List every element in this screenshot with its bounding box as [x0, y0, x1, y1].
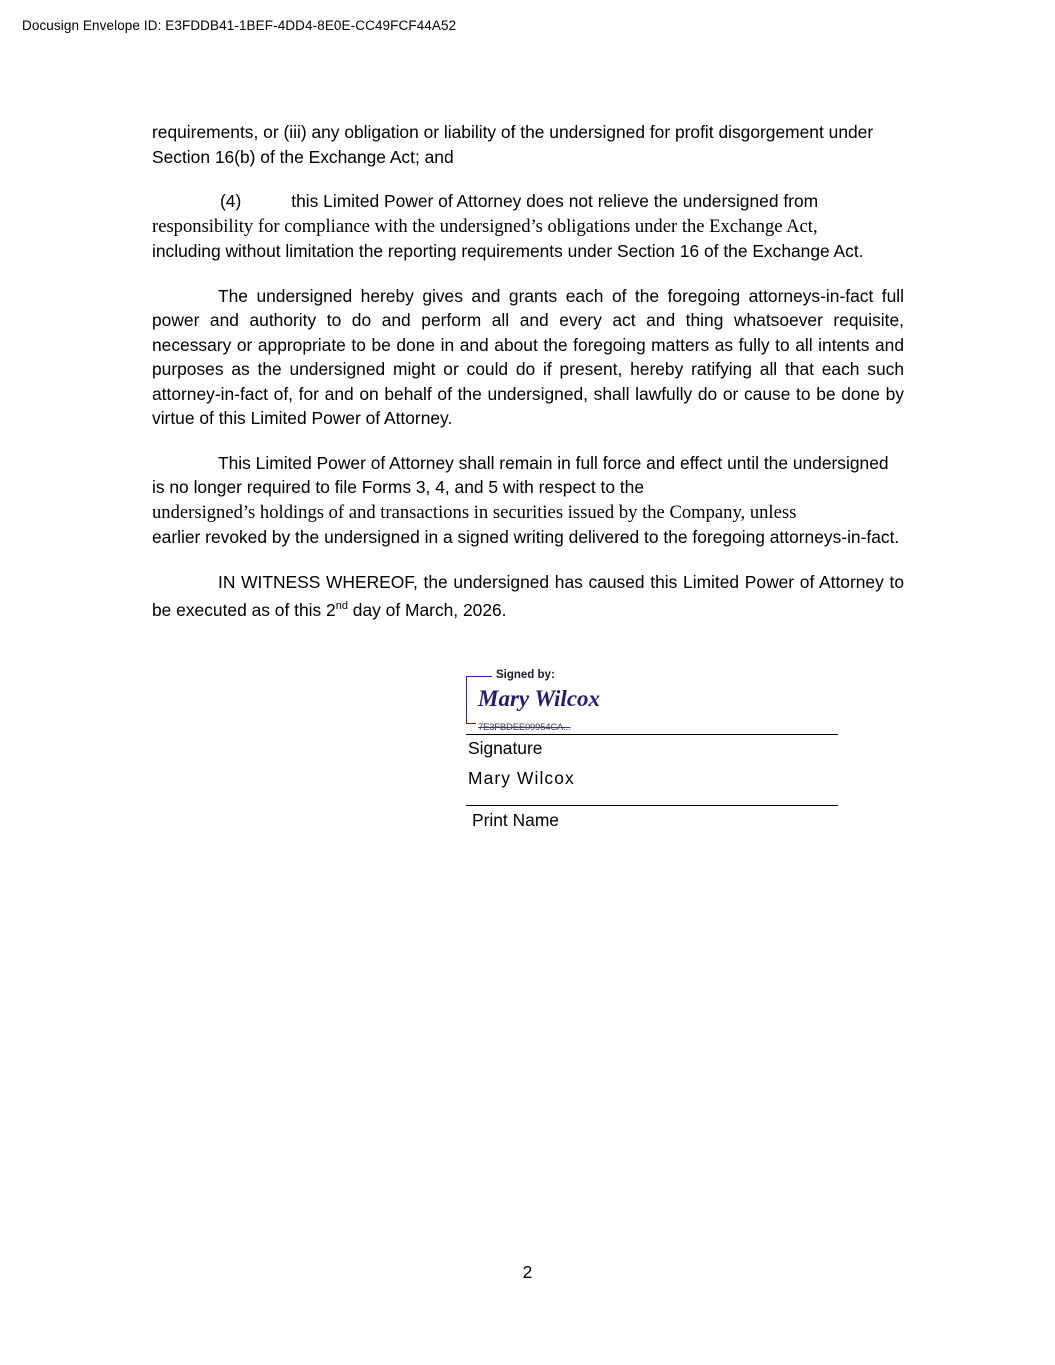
- duration-line-3: earlier revoked by the undersigned in a signed writing delivered to the foregoing attorneys-in-fact.: [152, 527, 900, 547]
- print-name-caption: Print Name: [472, 810, 559, 830]
- witness-text: IN WITNESS WHEREOF, the undersigned has caused this Limited Power of Attorney to be executed as of this 2: [152, 571, 904, 620]
- signature-bracket-icon: [466, 676, 476, 724]
- docusign-signature-stamp[interactable]: [466, 669, 846, 734]
- duration-line-1: This Limited Power of Attorney shall remain in full force and effect until the undersigned is no longer required to file Forms 3, 4, and 5 with respect to the: [152, 452, 889, 497]
- clause-4-line-1: this Limited Power of Attorney does not relieve the undersigned from: [291, 191, 819, 211]
- duration-line-2: undersigned’s holdings of and transactions in securities issued by the Company, unless: [152, 501, 797, 523]
- paragraph-grant-text: The undersigned hereby gives and grants each of the foregoing attorneys-in-fact full power and authority to do and perform all and every act and thing whatsoever requisite, necessary or appropriate to be done in and about the foregoing matters as fully to all intents and purposes as the undersigned might or could do if present, hereby ratifying all that each such attorney-in-fact of, for and on behalf of the undersigned, shall lawfully do or cause to be done by virtue of this Limited Power of Attorney.: [152, 285, 904, 428]
- paragraph-duration: [152, 451, 904, 550]
- paragraph-clause-4: [152, 189, 904, 264]
- document-body: [152, 120, 904, 642]
- ordinal-suffix: nd: [335, 600, 348, 612]
- signed-by-label: Signed by:: [496, 669, 555, 681]
- clause-number: (4): [220, 191, 242, 211]
- paragraph-grant-of-authority: [152, 284, 904, 431]
- signature-script-text: Mary Wilcox: [478, 686, 601, 711]
- page-number: 2: [522, 1262, 533, 1282]
- signature-block: [466, 669, 846, 831]
- signature-caption: Signature: [468, 738, 543, 758]
- witness-date-text: day of March, 2026.: [347, 599, 507, 620]
- paragraph-in-witness-whereof: [152, 570, 904, 623]
- signature-bracket-top-icon: [474, 676, 492, 677]
- paragraph-requirements: requirements, or (iii) any obligation or liability of the undersigned for profit disgorgement under Section 16(b) of the Exchange Act; and: [152, 122, 874, 167]
- printed-name-value: Mary Wilcox: [468, 768, 575, 788]
- clause-4-line-3: including without limitation the reporting requirements under Section 16 of the Exchange Act.: [152, 241, 864, 261]
- clause-4-line-2: responsibility for compliance with the undersigned’s obligations under the Exchange Act,: [152, 215, 818, 237]
- signature-hash-text: 7E3FBDEE09954CA...: [478, 722, 571, 733]
- docusign-envelope-id: Docusign Envelope ID: E3FDDB41-1BEF-4DD4-8E0E-CC49FCF44A52: [22, 18, 457, 33]
